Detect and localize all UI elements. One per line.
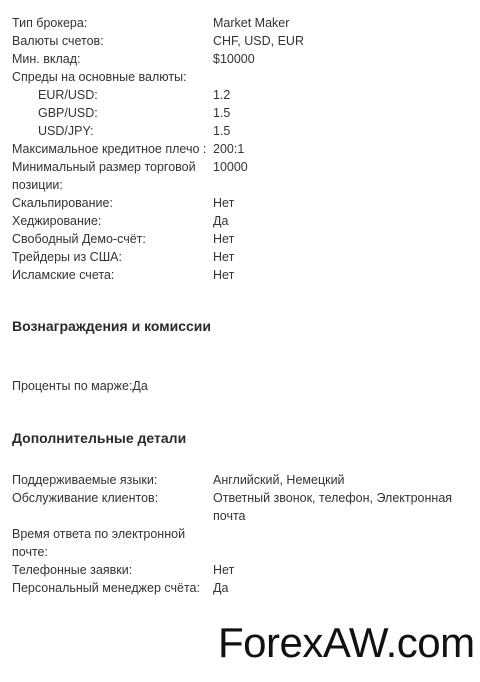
islamic-accounts-label: Исламские счета: (12, 268, 115, 282)
hedging-label: Хеджирование: (12, 214, 102, 228)
spreads-label: Спреды на основные валюты: (12, 70, 187, 84)
customer-service-label: Обслуживание клиентов: (12, 491, 159, 505)
spread-eurusd-value: 1.2 (213, 88, 231, 102)
free-demo-value: Нет (213, 232, 235, 246)
account-currencies-label: Валюты счетов: (12, 34, 104, 48)
min-deposit-label: Мин. вклад: (12, 52, 81, 66)
spread-usdjpy-label: USD/JPY: (38, 124, 94, 138)
max-leverage-value: 200:1 (213, 142, 245, 156)
broker-type-label: Тип брокера: (12, 16, 88, 30)
spread-gbpusd-value: 1.5 (213, 106, 231, 120)
margin-interest-text: Проценты по марже:Да (12, 379, 148, 393)
email-response-label: Время ответа по электронной почте: (12, 527, 186, 559)
min-position-label: Минимальный размер торговой позиции: (12, 160, 196, 192)
languages-value: Английский, Немецкий (213, 473, 345, 487)
scalping-value: Нет (213, 196, 235, 210)
rewards-heading: Вознаграждения и комиссии (12, 318, 212, 334)
hedging-value: Да (213, 214, 229, 228)
scalping-label: Скальпирование: (12, 196, 113, 210)
spread-gbpusd-label: GBP/USD: (38, 106, 98, 120)
min-position-value: 10000 (213, 160, 248, 174)
account-currencies-value: CHF, USD, EUR (213, 34, 304, 48)
phone-orders-value: Нет (213, 563, 235, 577)
broker-type-value: Market Maker (213, 16, 290, 30)
languages-label: Поддерживаемые языки: (12, 473, 158, 487)
account-manager-label: Персональный менеджер счёта: (12, 581, 200, 595)
spread-usdjpy-value: 1.5 (213, 124, 231, 138)
phone-orders-label: Телефонные заявки: (12, 563, 133, 577)
spread-eurusd-label: EUR/USD: (38, 88, 98, 102)
us-traders-value: Нет (213, 250, 235, 264)
details-heading: Дополнительные детали (12, 430, 187, 446)
islamic-accounts-value: Нет (213, 268, 235, 282)
account-manager-value: Да (213, 581, 229, 595)
forexaw-watermark: ForexAW.com (218, 619, 475, 666)
us-traders-label: Трейдеры из США: (12, 250, 122, 264)
max-leverage-label: Максимальное кредитное плечо : (12, 142, 207, 156)
min-deposit-value: $10000 (213, 52, 255, 66)
customer-service-value: Ответный звонок, телефон, Электронная почта (213, 491, 453, 523)
free-demo-label: Свободный Демо-счёт: (12, 232, 146, 246)
